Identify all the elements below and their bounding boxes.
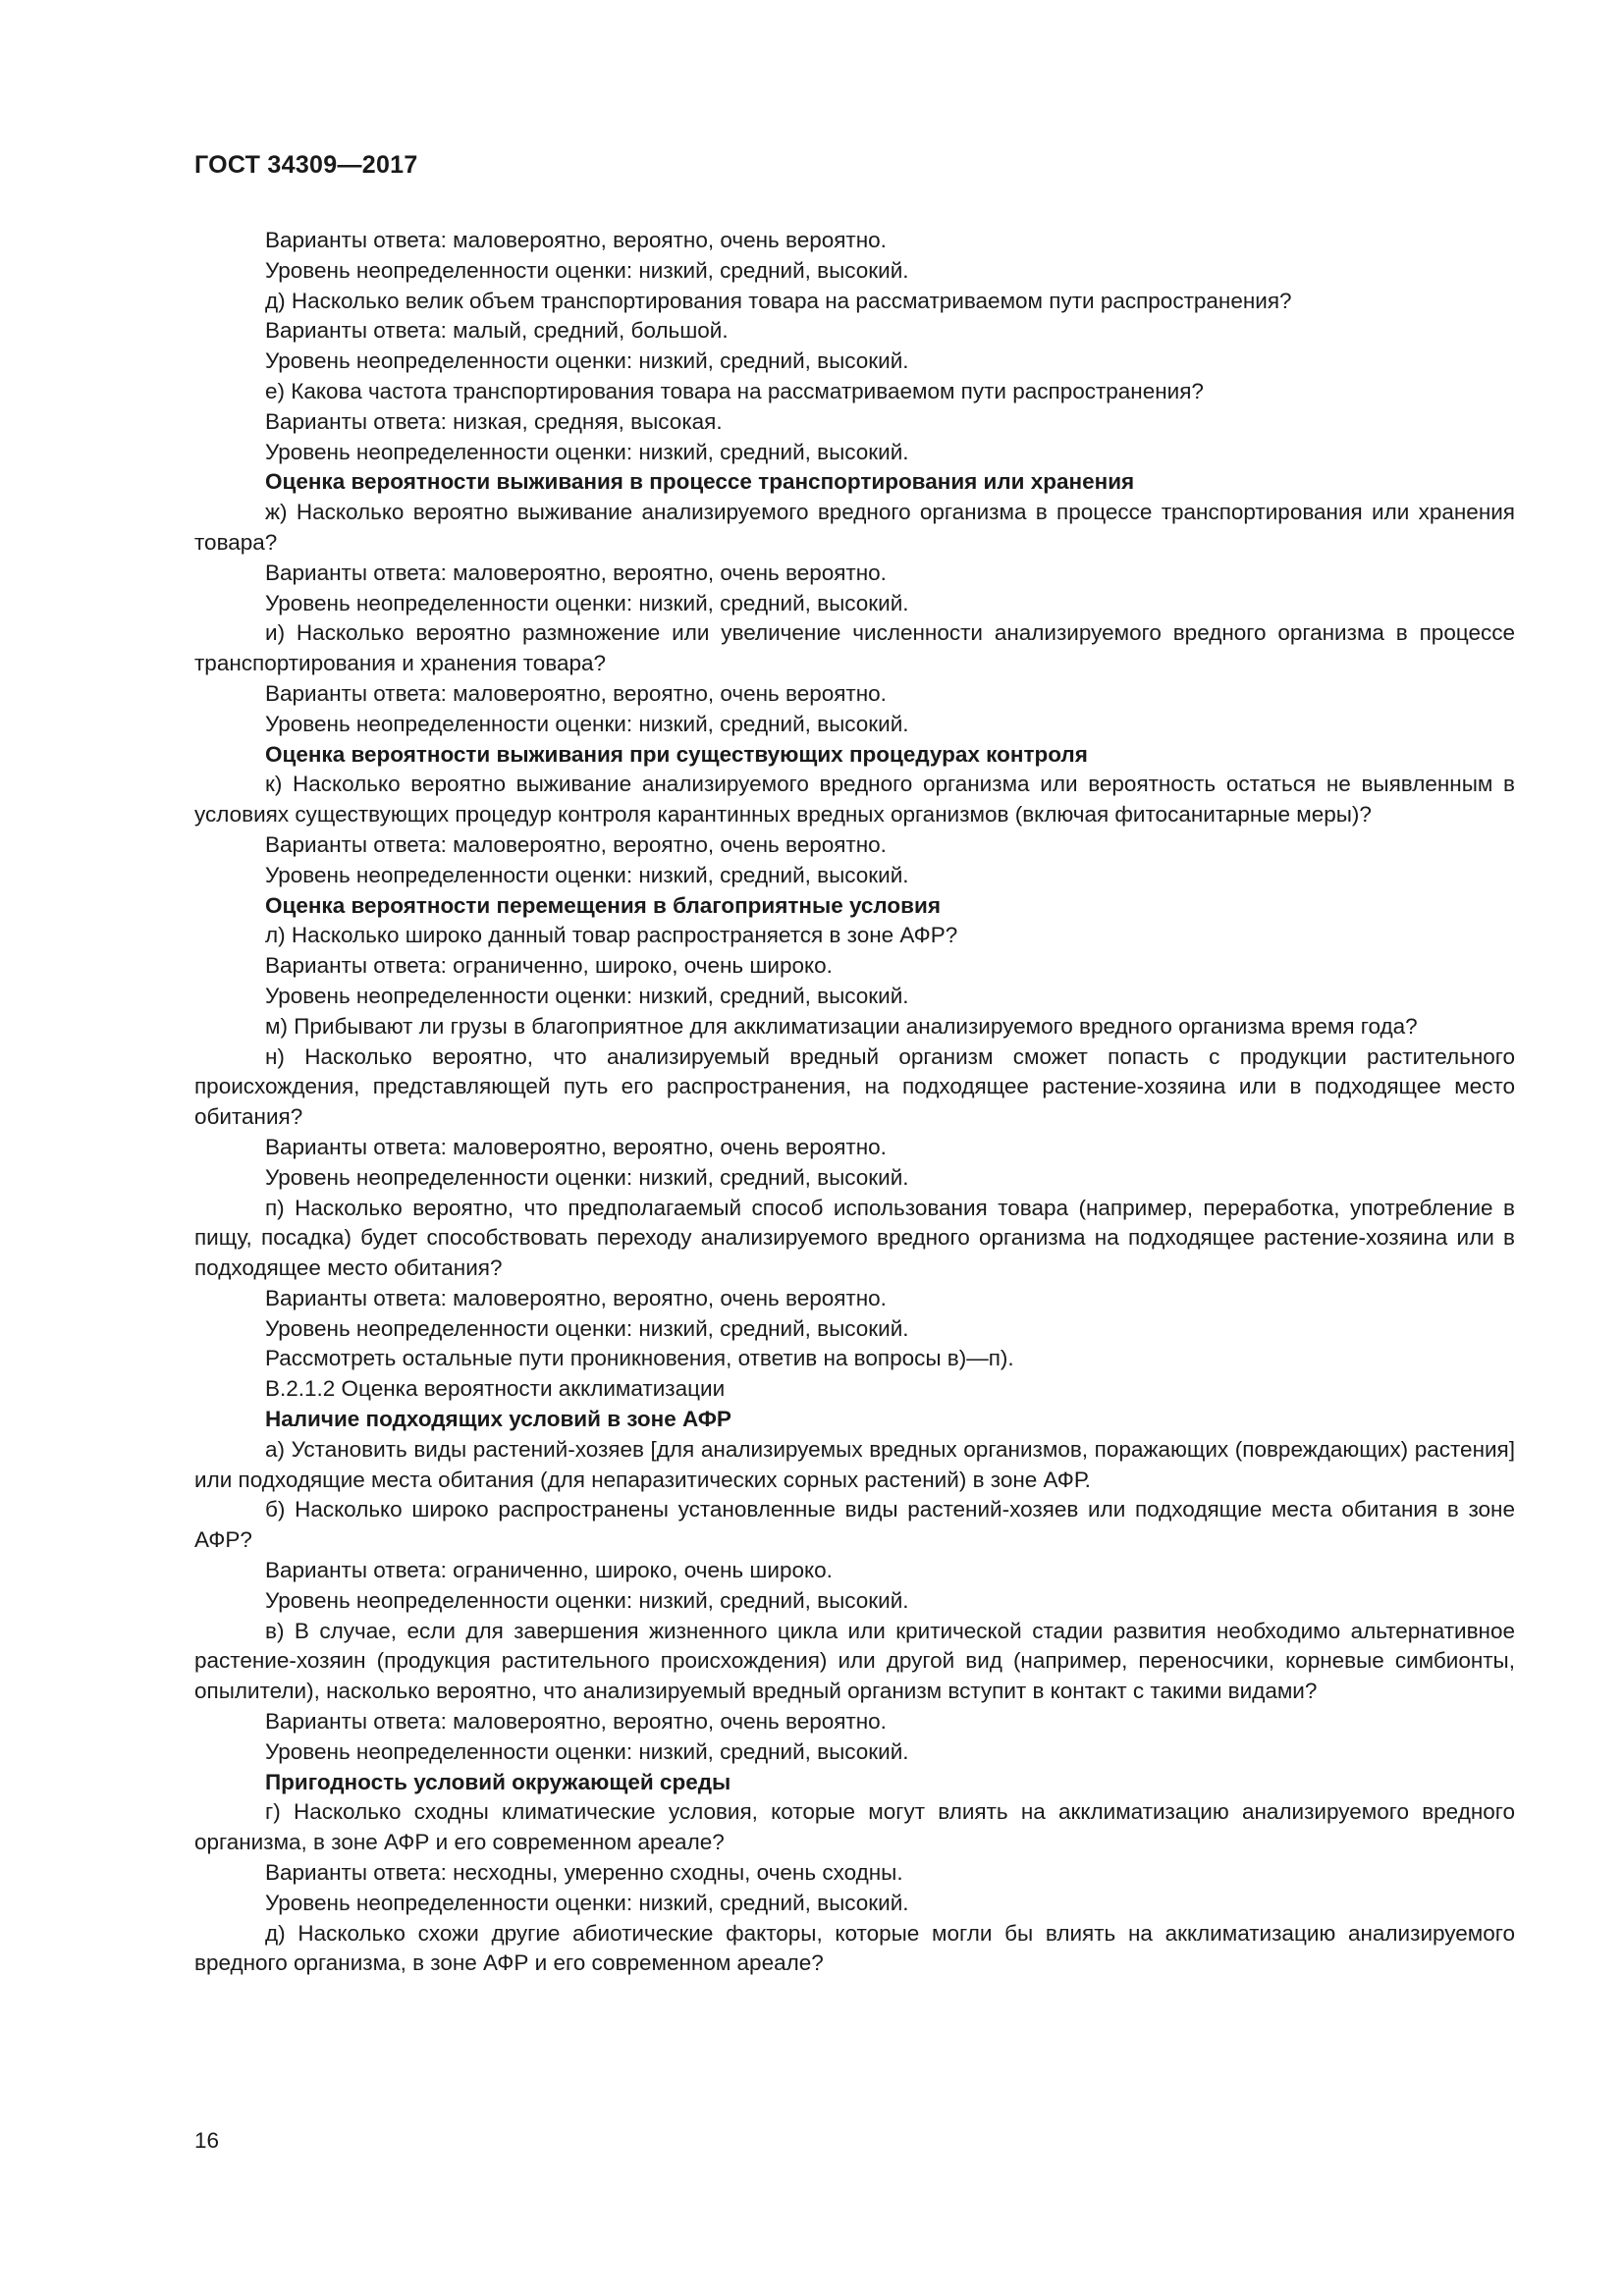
body-paragraph: Варианты ответа: ограниченно, широко, очень широко. <box>265 1558 833 1583</box>
body-paragraph: Варианты ответа: маловероятно, вероятно, очень вероятно. <box>265 831 887 857</box>
body-paragraph: п) Насколько вероятно, что предполагаемый способ использования товара (например, переработка, употребление в пищу, посадка) будет способствовать переходу анализируемого вредного организма на подходящее растение-хозяина или в подходящее место обитания? <box>194 1195 1515 1281</box>
section-heading: Оценка вероятности выживания при существующих процедурах контроля <box>265 741 1088 767</box>
body-paragraph: л) Насколько широко данный товар распространяется в зоне АФР? <box>265 923 958 948</box>
body-paragraph: Уровень неопределенности оценки: низкий, средний, высокий. <box>265 862 909 887</box>
body-paragraph: Уровень неопределенности оценки: низкий, средний, высокий. <box>265 1587 909 1613</box>
body-paragraph: Уровень неопределенности оценки: низкий, средний, высокий. <box>265 711 909 736</box>
body-paragraph: Уровень неопределенности оценки: низкий, средний, высокий. <box>265 1890 909 1915</box>
document-header: ГОСТ 34309—2017 <box>194 151 418 179</box>
body-paragraph: Уровень неопределенности оценки: низкий, средний, высокий. <box>265 590 909 615</box>
body-paragraph: Варианты ответа: низкая, средняя, высокая. <box>265 408 723 434</box>
body-paragraph: В.2.1.2 Оценка вероятности акклиматизации <box>265 1376 726 1402</box>
body-paragraph: Варианты ответа: маловероятно, вероятно, очень вероятно. <box>265 560 887 585</box>
body-paragraph: Варианты ответа: несходны, умеренно сходны, очень сходны. <box>265 1860 903 1886</box>
body-paragraph: Варианты ответа: малый, средний, большой. <box>265 318 729 344</box>
body-paragraph: е) Какова частота транспортирования товара на рассматриваемом пути распространения? <box>265 378 1204 403</box>
section-heading: Пригодность условий окружающей среды <box>265 1769 731 1794</box>
body-paragraph: Уровень неопределенности оценки: низкий, средний, высокий. <box>265 1315 909 1341</box>
body-paragraph: ж) Насколько вероятно выживание анализируемого вредного организма в процессе транспортирования или хранения товара? <box>194 500 1515 555</box>
body-paragraph: м) Прибывают ли грузы в благоприятное для акклиматизации анализируемого вредного организма время года? <box>265 1013 1418 1039</box>
page-number: 16 <box>194 2128 220 2153</box>
body-paragraph: Варианты ответа: маловероятно, вероятно, очень вероятно. <box>265 1134 887 1159</box>
body-paragraph: Уровень неопределенности оценки: низкий, средний, высокий. <box>265 257 909 283</box>
section-heading: Оценка вероятности перемещения в благоприятные условия <box>265 892 941 918</box>
body-paragraph: и) Насколько вероятно размножение или увеличение численности анализируемого вредного организма в процессе транспортирования и хранения товара? <box>194 620 1515 676</box>
body-paragraph: Варианты ответа: маловероятно, вероятно, очень вероятно. <box>265 1709 887 1735</box>
body-paragraph: а) Установить виды растений-хозяев [для анализируемых вредных организмов, поражающих (повреждающих) растения] или подходящие места обитания (для непаразитических сорных растений) в зоне АФР. <box>194 1436 1515 1492</box>
body-paragraph: к) Насколько вероятно выживание анализируемого вредного организма или вероятность остаться не выявленным в условиях существующих процедур контроля карантинных вредных организмов (включая фитосанитарные меры)? <box>194 772 1515 828</box>
body-paragraph: Варианты ответа: маловероятно, вероятно, очень вероятно. <box>265 1285 887 1310</box>
body-paragraph: Варианты ответа: маловероятно, вероятно, очень вероятно. <box>265 228 887 252</box>
section-heading: Оценка вероятности выживания в процессе транспортирования или хранения <box>265 469 1135 495</box>
body-paragraph: д) Насколько схожи другие абиотические факторы, которые могли бы влиять на акклиматизацию анализируемого вредного организма, в зоне АФР и его современном ареале? <box>194 1920 1515 1976</box>
body-paragraph: Варианты ответа: ограниченно, широко, очень широко. <box>265 953 833 979</box>
body-paragraph: Варианты ответа: маловероятно, вероятно, очень вероятно. <box>265 680 887 706</box>
body-paragraph: Уровень неопределенности оценки: низкий, средний, высокий. <box>265 439 909 464</box>
body-paragraph: в) В случае, если для завершения жизненного цикла или критической стадии развития необходимо альтернативное растение-хозяин (продукция растительного происхождения) или другой вид (например, переносчики, корневые симбионты, опылители), насколько вероятно, что анализируемый вредный организм вступит в контакт с такими видами? <box>194 1618 1515 1704</box>
body-paragraph: Уровень неопределенности оценки: низкий, средний, высокий. <box>265 983 909 1008</box>
body-paragraph: Уровень неопределенности оценки: низкий, средний, высокий. <box>265 348 909 374</box>
document-body <box>194 226 1515 1979</box>
body-paragraph: Уровень неопределенности оценки: низкий, средний, высокий. <box>265 1164 909 1190</box>
body-paragraph: Уровень неопределенности оценки: низкий, средний, высокий. <box>265 1738 909 1764</box>
body-paragraph: Рассмотреть остальные пути проникновения, ответив на вопросы в)—п). <box>265 1346 1014 1371</box>
body-paragraph: н) Насколько вероятно, что анализируемый вредный организм сможет попасть с продукции растительного происхождения, представляющей путь его распространения, на подходящее растение-хозяина или в подходящее место обитания? <box>194 1043 1515 1130</box>
body-paragraph: г) Насколько сходны климатические условия, которые могут влиять на акклиматизацию анализируемого вредного организма, в зоне АФР и его современном ареале? <box>194 1799 1515 1855</box>
body-paragraph: д) Насколько велик объем транспортирования товара на рассматриваемом пути распространения? <box>265 288 1292 313</box>
body-paragraph: б) Насколько широко распространены установленные виды растений-хозяев или подходящие места обитания в зоне АФР? <box>194 1497 1515 1553</box>
section-heading: Наличие подходящих условий в зоне АФР <box>265 1407 731 1432</box>
